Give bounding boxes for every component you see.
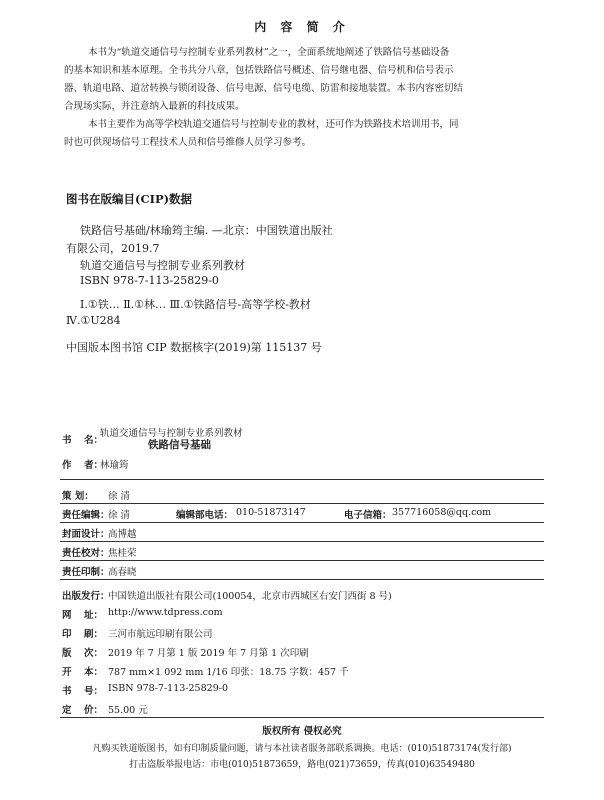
book-label-zuo: 作 xyxy=(62,460,72,471)
intro-p2-line1: 本书主要作为高等学校轨道交通信号与控制专业的教材，还可作为铁路技术培训用书，同 xyxy=(88,119,459,130)
rights-notice: 版权所有 侵权必究 xyxy=(262,726,342,737)
intro-p1-line1: 本书为“轨道交通信号与控制专业系列教材”之一，全面系统地阐述了铁路信号基础设备 xyxy=(88,47,450,58)
label-price-1: 定 xyxy=(62,705,72,716)
cip-line7: 中国版本图书馆 CIP 数据核字(2019)第 115137 号 xyxy=(66,341,322,354)
footer-line2: 打击盗版举报电话：市电(010)51873659，路电(021)73659，传真(010)63549480 xyxy=(129,760,475,770)
value-cover: 高博越 xyxy=(108,529,137,540)
book-author: 林瑜筠 xyxy=(100,460,129,471)
label-format-2: 本： xyxy=(84,667,104,678)
intro-p1-line4: 合现场实际，并注意纳入最新的科技成果。 xyxy=(64,101,245,112)
book-label-shu: 书 xyxy=(62,435,72,446)
value-proof: 焦桂荣 xyxy=(108,548,137,559)
label-isbn-2: 号： xyxy=(84,686,104,697)
divider-3 xyxy=(60,522,544,523)
cip-line1: 铁路信号基础/林瑜筠主编. —北京：中国铁道出版社 xyxy=(80,224,333,237)
book-label-ming: 名： xyxy=(84,435,104,446)
label-publisher: 出版发行： xyxy=(62,591,110,602)
intro-p1-line3: 器、轨道电路、道岔转换与锁闭设备、信号电源、信号电缆、防雷和接地装置。本书内容密切结 xyxy=(64,83,464,94)
label-proof: 责任校对： xyxy=(62,548,110,559)
value-printer: 三河市航远印刷有限公司 xyxy=(108,629,213,640)
label-email: 电子信箱： xyxy=(344,510,392,521)
value-price: 55.00 元 xyxy=(108,705,148,716)
book-label-zhe: 者： xyxy=(84,460,104,471)
cip-line6: Ⅳ.①U284 xyxy=(66,314,121,327)
book-name: 铁路信号基础 xyxy=(148,439,211,451)
value-print: 高春晓 xyxy=(108,567,137,578)
value-site: http://www.tdpress.com xyxy=(108,607,223,618)
label-printer-2: 刷： xyxy=(84,629,104,640)
value-format: 787 mm×1 092 mm 1/16 印张：18.75 字数：457 千 xyxy=(108,667,349,678)
label-edition-1: 版 xyxy=(62,648,72,659)
label-edition-2: 次： xyxy=(84,648,104,659)
value-edition: 2019 年 7 月第 1 版 2019 年 7 月第 1 次印刷 xyxy=(108,648,309,659)
cip-line2: 有限公司，2019.7 xyxy=(66,242,160,255)
value-isbn: ISBN 978-7-113-25829-0 xyxy=(108,683,228,694)
footer-line1: 凡购买铁道版图书，如有印制质量问题，请与本社读者服务部联系调换。电话：(010)51873174(发行部) xyxy=(92,744,512,754)
label-zeren: 责任编辑： xyxy=(62,510,110,521)
label-site-1: 网 xyxy=(62,610,72,621)
cip-line4: ISBN 978-7-113-25829-0 xyxy=(80,274,219,287)
label-isbn-1: 书 xyxy=(62,686,72,697)
label-site-2: 址： xyxy=(84,610,104,621)
book-series: 轨道交通信号与控制专业系列教材 xyxy=(100,428,243,439)
value-publisher: 中国铁道出版社有限公司(100054，北京市西城区右安门西街 8 号) xyxy=(108,591,392,602)
label-print: 责任印制： xyxy=(62,567,110,578)
label-cover: 封面设计： xyxy=(62,529,110,540)
divider-4 xyxy=(60,541,544,542)
label-cehua: 策 划： xyxy=(62,491,94,502)
intro-p1-line2: 的基本知识和基本原理。全书共分八章，包括铁路信号概述、信号继电器、信号机和信号表示 xyxy=(64,65,454,76)
intro-title: 内 容 简 介 xyxy=(254,20,350,34)
divider-2 xyxy=(60,503,544,504)
label-price-2: 价： xyxy=(84,705,104,716)
divider-1 xyxy=(60,479,544,480)
intro-p2-line2: 时也可供现场信号工程技术人员和信号维修人员学习参考。 xyxy=(64,137,312,148)
label-phone: 编辑部电话： xyxy=(176,510,234,521)
value-phone: 010-51873147 xyxy=(236,507,306,518)
label-format-1: 开 xyxy=(62,667,72,678)
value-email: 357716058@qq.com xyxy=(392,507,492,518)
value-cehua: 徐 清 xyxy=(108,491,131,502)
cip-line5: Ⅰ.①铁… Ⅱ.①林… Ⅲ.①铁路信号-高等学校-教材 xyxy=(80,298,311,311)
divider-6 xyxy=(60,579,544,580)
cip-line3: 轨道交通信号与控制专业系列教材 xyxy=(80,259,245,272)
label-printer-1: 印 xyxy=(62,629,72,640)
cip-title: 图书在版编目(CIP)数据 xyxy=(66,192,193,206)
divider-5 xyxy=(60,560,544,561)
divider-7 xyxy=(60,717,544,718)
value-zeren: 徐 清 xyxy=(108,510,131,521)
